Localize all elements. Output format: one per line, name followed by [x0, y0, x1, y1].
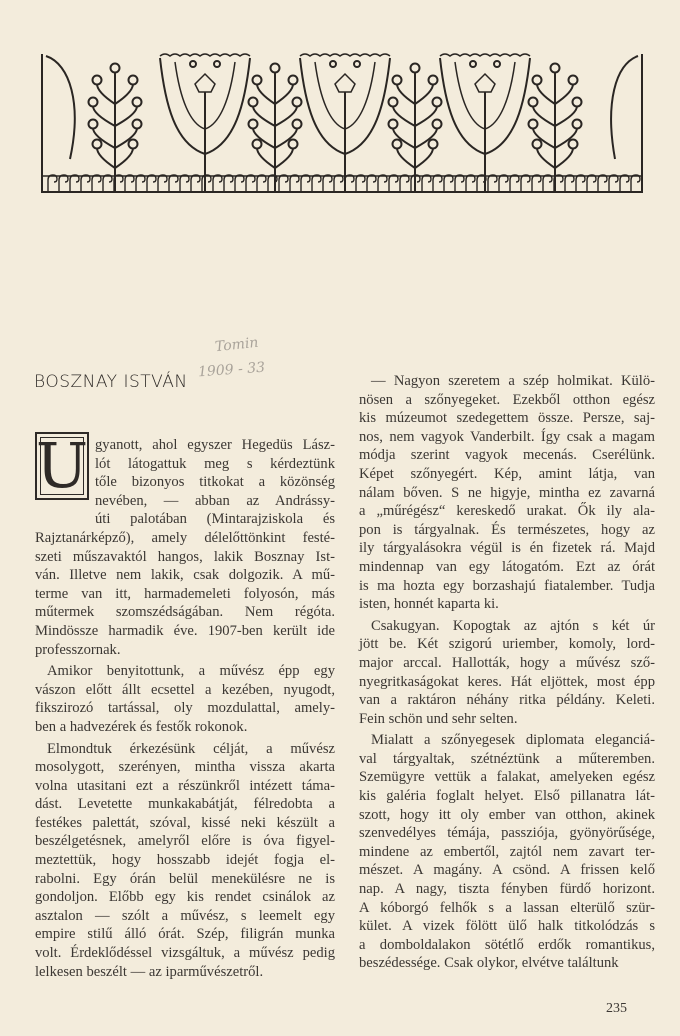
- tree-branch: [415, 84, 433, 104]
- tree-berry: [573, 98, 582, 107]
- tree-berry: [289, 76, 298, 85]
- ornament-scroll: [455, 175, 464, 192]
- ornament-scroll: [180, 175, 189, 192]
- tree-branch: [115, 148, 133, 168]
- text-line: asztalon — szólt a művész, s leemelt egy: [35, 907, 335, 924]
- text-line: is ma hozta egy borzashajú fiatalember. Tudja: [359, 577, 655, 594]
- tree-branch: [537, 148, 555, 168]
- ornament-scroll: [323, 175, 332, 192]
- ornament-scroll: [609, 175, 618, 192]
- text-line: festékes palettát, szóval, kissé neki készült a: [35, 814, 335, 831]
- tree-branch: [415, 128, 437, 148]
- text-line: ily tárgyalásokra végül is én fizetek rá. Majd: [359, 540, 655, 557]
- tree-berry: [533, 140, 542, 149]
- tree-berry: [253, 76, 262, 85]
- tree-branch: [115, 106, 137, 126]
- ornament-scroll: [103, 175, 112, 192]
- ornament-scroll: [400, 175, 409, 192]
- tulip-bud: [335, 74, 355, 92]
- text-line: úti palotában (Mintarajziskola és: [95, 511, 335, 528]
- ornament-scroll: [48, 175, 57, 192]
- tree-berry: [289, 140, 298, 149]
- paragraph: [35, 436, 335, 659]
- text-line: dást. Levetette munkakabátját, félredobta a: [35, 796, 335, 813]
- ornament-scroll: [532, 175, 541, 192]
- text-line: — Nagyon szeretem a szép holmikat. Külö-: [371, 373, 655, 389]
- text-line: fikszirozó tartással, oly mozdulattal, amely-: [35, 700, 335, 717]
- tree-branch: [393, 128, 415, 148]
- text-line: volt. Érdeklődéssel vizsgáltuk, a művész pedig: [35, 945, 335, 962]
- text-line: A kóborgó felhők s a lassan elterülő szür-: [359, 899, 655, 916]
- text-line: lót látogattuk meg s kérdeztünk: [95, 455, 335, 472]
- tree-berry: [393, 140, 402, 149]
- tree-berry: [133, 98, 142, 107]
- text-line: mindene az embertől, zajtól nem zavart ter-: [359, 843, 655, 860]
- article-title: BOSZNAY ISTVÁN: [34, 372, 188, 392]
- tree-branch: [397, 148, 415, 168]
- tree-branch: [115, 84, 133, 104]
- ornament-scroll: [367, 175, 376, 192]
- text-line: Képet szőnyegért. Kép, amint látja, van: [359, 465, 655, 482]
- tree-berry: [573, 120, 582, 129]
- tree-berry: [533, 76, 542, 85]
- text-line: nap. A nagy, tiszta fényben fürdő horizont.: [359, 881, 655, 898]
- tree-branch: [253, 128, 275, 148]
- ornament-scroll: [598, 175, 607, 192]
- tree-branch: [275, 84, 293, 104]
- tree-berry: [569, 140, 578, 149]
- text-line: kület. A vizek fölött ülő halk titkolódzás s: [359, 918, 655, 935]
- tree-berry: [429, 76, 438, 85]
- text-line: Amikor benyitottunk, a művész épp egy: [47, 663, 335, 680]
- tree-berry: [293, 120, 302, 129]
- tree-branch: [537, 84, 555, 104]
- tree-berry: [253, 140, 262, 149]
- tree-berry: [393, 76, 402, 85]
- ornament-scroll: [224, 175, 233, 192]
- page-number: 235: [606, 1001, 627, 1016]
- ornament-scroll: [389, 175, 398, 192]
- tree-branch: [275, 128, 297, 148]
- tulip-bud: [195, 74, 215, 92]
- paragraph: [359, 372, 655, 614]
- text-line: volna utasitani ezt a részünkről intézett táma-: [35, 777, 335, 794]
- tree-berry: [529, 120, 538, 129]
- tree-branch: [115, 128, 137, 148]
- text-line: gondoljon. Előbb egy kis rendet csinálok az: [35, 889, 335, 906]
- ornament-scroll: [191, 175, 200, 192]
- ornament-scroll: [510, 175, 519, 192]
- tree-berry: [89, 120, 98, 129]
- ornament-scroll: [356, 175, 365, 192]
- tree-branch: [415, 106, 437, 126]
- text-line: nevében, — abban az Andrássy-: [95, 492, 335, 509]
- text-line: Fein schön und sehr selten.: [359, 710, 518, 727]
- tulip-dot: [494, 61, 500, 67]
- text-line: nyegritkaságokat keres. Hát eljöttek, most épp: [359, 673, 655, 690]
- tree-berry: [293, 98, 302, 107]
- tree-branch: [257, 84, 275, 104]
- text-line: tőle bizonyos titkokat a közönség: [95, 474, 335, 491]
- tulip-dot: [190, 61, 196, 67]
- half-tulip-right: [611, 56, 638, 159]
- tulip-crown: [300, 54, 390, 56]
- tulip-dot: [330, 61, 336, 67]
- text-line: ván. Illetve nem lakik, csak dolgozik. A mű-: [35, 567, 335, 584]
- ornament-scroll: [290, 175, 299, 192]
- text-line: jött be. Két szigorú uriember, komoly, lord-: [359, 636, 655, 653]
- ornament-scroll: [92, 175, 101, 192]
- ornament-scroll: [279, 175, 288, 192]
- half-tulip-left: [46, 56, 75, 159]
- ornament-scroll: [301, 175, 310, 192]
- text-line: műtermek szomszédságában. Nem régóta.: [35, 604, 335, 621]
- ornament-scroll: [345, 175, 354, 192]
- tree-berry: [429, 140, 438, 149]
- text-line: isten, honnét kaparta ki.: [359, 596, 499, 613]
- paragraph: [359, 731, 655, 973]
- tree-branch: [397, 84, 415, 104]
- ornament-scroll: [334, 175, 343, 192]
- tulip-crown: [440, 54, 530, 56]
- ornament-scroll: [246, 175, 255, 192]
- tree-berry: [129, 76, 138, 85]
- tree-berry: [93, 140, 102, 149]
- tree-berry: [249, 98, 258, 107]
- text-line: rabolni. Egy órán belül menekülésre ne is: [35, 870, 335, 887]
- ornament-scroll: [81, 175, 90, 192]
- ornament-scroll: [521, 175, 530, 192]
- text-line: meztettük, hogy hosszabb idejét fogja el-: [35, 852, 335, 869]
- text-line: mészet. A magány. A csönd. A frissen kelő: [359, 862, 655, 879]
- ornament-scroll: [565, 175, 574, 192]
- text-line: szeti műszavaktól hangos, lakik Bosznay Ist-: [35, 548, 335, 565]
- tree-bud: [411, 64, 420, 73]
- ornament-scroll: [169, 175, 178, 192]
- paragraph: [35, 662, 335, 736]
- ornament-scroll: [631, 175, 640, 192]
- tree-berry: [389, 98, 398, 107]
- tree-berry: [89, 98, 98, 107]
- tree-branch: [275, 148, 293, 168]
- tree-branch: [393, 106, 415, 126]
- left-column: [35, 436, 335, 984]
- tulip-dot: [214, 61, 220, 67]
- tree-branch: [555, 148, 573, 168]
- tulip-dot: [470, 61, 476, 67]
- tree-branch: [533, 106, 555, 126]
- tree-branch: [555, 84, 573, 104]
- tree-berry: [433, 98, 442, 107]
- text-line: professzornak.: [35, 641, 121, 658]
- text-line: Szemügyre vettük a falakat, amelyeken egész: [359, 769, 655, 786]
- tree-branch: [93, 106, 115, 126]
- tree-berry: [433, 120, 442, 129]
- tree-branch: [93, 128, 115, 148]
- right-column: [359, 372, 655, 976]
- text-line: beszédessége. Csak olykor, elvétve találtunk: [359, 955, 619, 972]
- tree-branch: [275, 106, 297, 126]
- text-line: terme van itt, harmademeleti folyosón, más: [35, 585, 335, 602]
- tree-bud: [271, 64, 280, 73]
- tree-berry: [93, 76, 102, 85]
- paragraph: [359, 617, 655, 729]
- tree-berry: [569, 76, 578, 85]
- text-line: ben a hadvezérek és festők rokonok.: [35, 718, 248, 735]
- tree-branch: [257, 148, 275, 168]
- ornament-scroll: [499, 175, 508, 192]
- pencil-annotation-date: 1909 - 33: [197, 359, 266, 381]
- text-line: van a raktáron néhány ritka példány. Keleti.: [359, 692, 655, 709]
- tree-bud: [111, 64, 120, 73]
- tree-branch: [533, 128, 555, 148]
- tulip-dot: [354, 61, 360, 67]
- text-line: lelkesen beszélt — az iparművészetről.: [35, 963, 264, 980]
- tree-berry: [529, 98, 538, 107]
- text-line: val tárgyaltak, szétnéztünk a műteremben.: [359, 750, 655, 767]
- text-line: kis múzeumot szedegettem össze. Persze, saj-: [359, 410, 655, 427]
- text-line: Mialatt a szőnyegesek diplomata eleganciá-: [371, 732, 655, 749]
- text-line: mindennap van egy látogatóm. Ezt az órát: [359, 558, 655, 575]
- text-line: Csakugyan. Kopogtak az ajtón s két úr: [371, 617, 655, 634]
- text-line: szenvedélyes témája, passziója, gyönyörűsége,: [359, 825, 655, 842]
- tree-bud: [551, 64, 560, 73]
- ornament-scroll: [257, 175, 266, 192]
- text-line: kis galéria foglalt helyet. Első pillanatra lát-: [359, 788, 655, 805]
- ornament-scroll: [312, 175, 321, 192]
- text-line: Mindössze harmadik éve. 1907-ben került ide: [35, 622, 335, 639]
- ornament-scroll: [158, 175, 167, 192]
- text-line: mosolygott, szerényen, mintha vissza akarta: [35, 759, 335, 776]
- ornament-scroll: [620, 175, 629, 192]
- text-line: szott, hogy itt oly ember van otthon, akinek: [359, 806, 655, 823]
- ornament-scroll: [202, 175, 211, 192]
- ornament-scroll: [378, 175, 387, 192]
- tree-branch: [555, 106, 577, 126]
- ornament-scroll: [422, 175, 431, 192]
- text-line: módja szerint vagyok mecenás. Cserélünk.: [359, 447, 655, 464]
- tree-berry: [133, 120, 142, 129]
- ornament-scroll: [59, 175, 68, 192]
- ornament-scroll: [433, 175, 442, 192]
- decorative-header-ornament: [40, 44, 644, 196]
- ornament-scroll: [466, 175, 475, 192]
- text-line: nösen a szőnyegeket. Ezekből otthon egész: [359, 391, 655, 408]
- text-line: a „műrégész“ kereskedő urakat. Ők ily ala-: [359, 503, 655, 520]
- tree-branch: [555, 128, 577, 148]
- tulip-bud: [475, 74, 495, 92]
- tulip-crown: [160, 54, 250, 56]
- ornament-scroll: [70, 175, 79, 192]
- ornament-scroll: [213, 175, 222, 192]
- text-line: beszélgetésnek, amelyről előre is óva figyel-: [35, 833, 335, 850]
- ornament-scroll: [147, 175, 156, 192]
- pencil-annotation-name: Tomin: [214, 334, 260, 356]
- ornament-scroll: [587, 175, 596, 192]
- text-line: vászon előtt állt ecsettel a kezében, nyugodt,: [35, 681, 335, 698]
- ornament-scroll: [488, 175, 497, 192]
- tree-berry: [249, 120, 258, 129]
- tree-branch: [253, 106, 275, 126]
- tree-branch: [97, 84, 115, 104]
- ornament-scroll: [543, 175, 552, 192]
- text-line: major arccal. Hallották, hogy a művész sző-: [359, 654, 655, 671]
- ornament-scroll: [576, 175, 585, 192]
- tree-branch: [415, 148, 433, 168]
- ornament-scroll: [444, 175, 453, 192]
- text-line: nos, nem vagyok Vanderbilt. Így csak a magam: [359, 428, 655, 445]
- ornament-scroll: [136, 175, 145, 192]
- drop-cap: U: [35, 429, 89, 502]
- tree-berry: [129, 140, 138, 149]
- text-line: pon is tárgyalnak. És természetes, hogy az: [359, 521, 655, 538]
- text-line: gyanott, ahol egyszer Hegedüs Lász-: [95, 437, 335, 453]
- ornament-scroll: [235, 175, 244, 192]
- tree-branch: [97, 148, 115, 168]
- text-line: a domboldalakon sötétlő erdők romantikus,: [359, 936, 655, 953]
- text-line: Rajztanárképző), amely délelőttönkint festé-: [35, 529, 335, 546]
- text-line: nálam bőven. S ne higyje, mintha ez zavarná: [359, 484, 655, 501]
- text-line: empire stilű álló órát. Szép, filigrán munka: [35, 926, 335, 943]
- tree-berry: [389, 120, 398, 129]
- paragraph: [35, 740, 335, 982]
- text-line: Elmondtuk érkezésünk célját, a művész: [47, 740, 335, 757]
- ornament-scroll: [125, 175, 134, 192]
